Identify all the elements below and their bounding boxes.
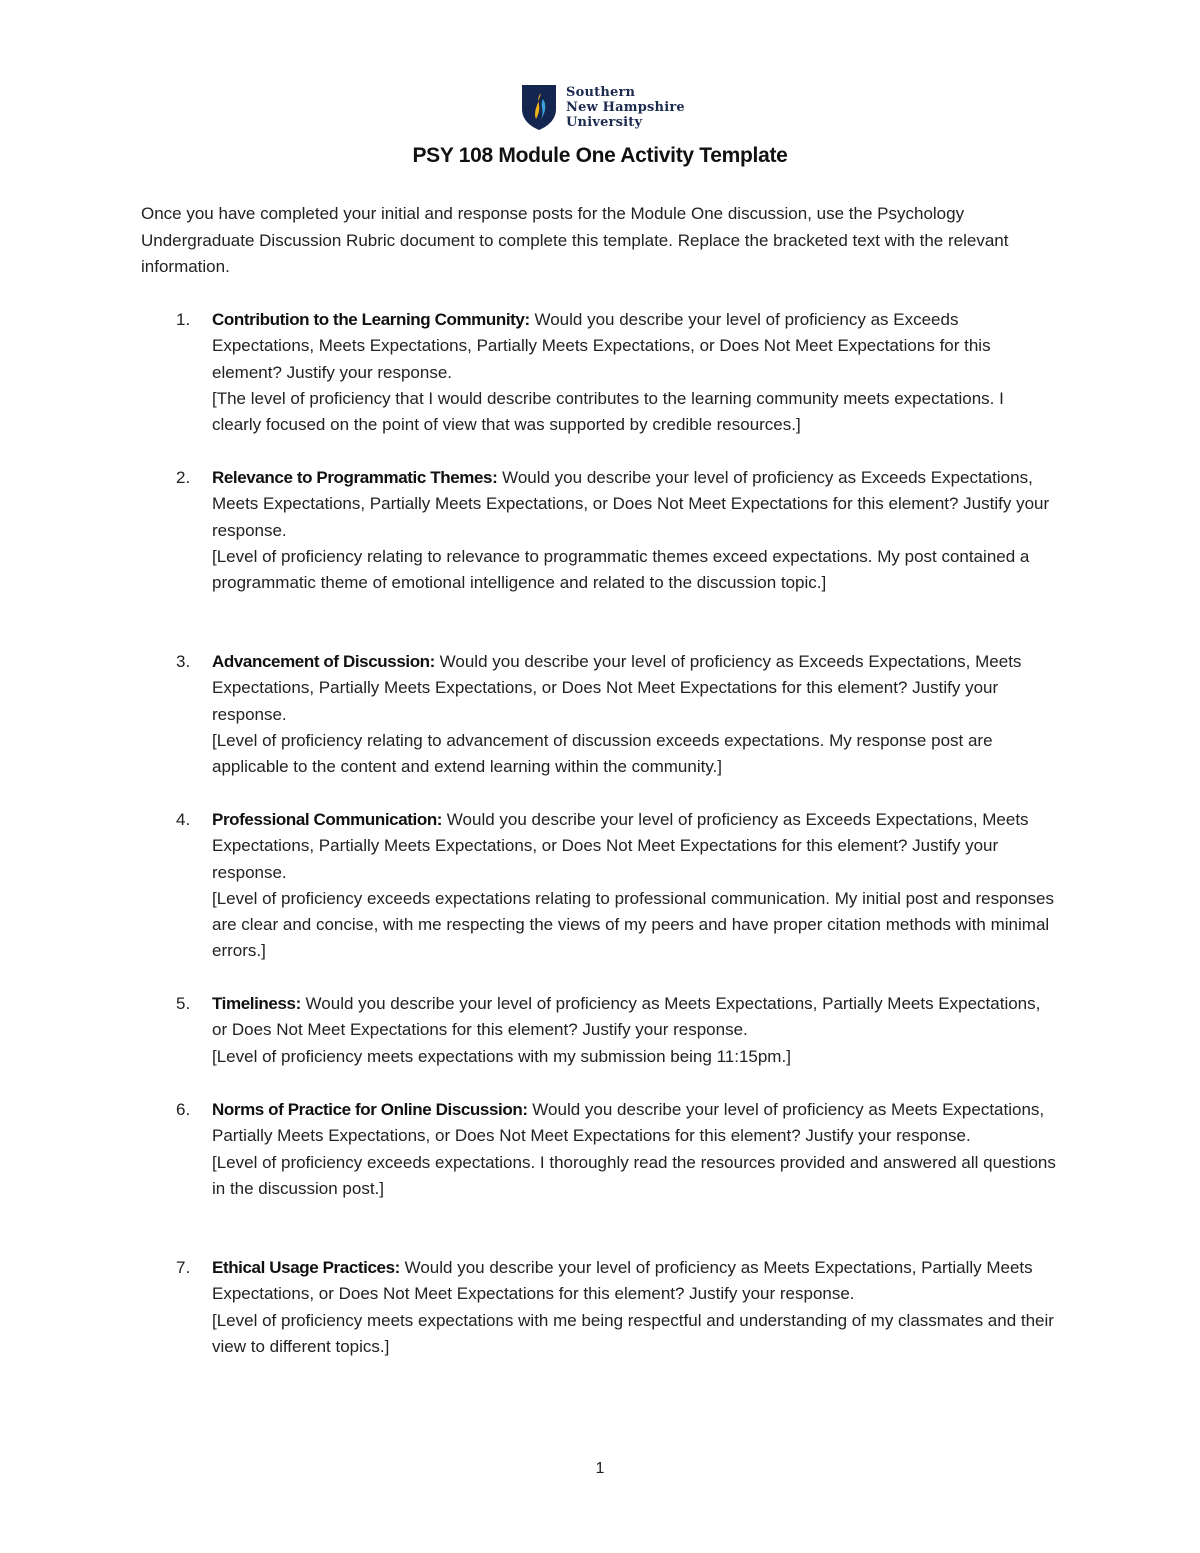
item-question: Would you describe your level of proficiency as Exceeds Expectations, Meets Expectations, Partially Meets Expectations, or Does Not Meet Expectations for this element? Justify your response.	[212, 310, 991, 382]
item-label: Advancement of Discussion:	[212, 652, 435, 671]
item-label: Professional Communication:	[212, 810, 443, 829]
university-name	[566, 85, 685, 130]
item-question: Would you describe your level of proficiency as Meets Expectations, Partially Meets Expectations, or Does Not Meet Expectations for this element? Justify your response.	[212, 994, 1041, 1040]
list-item-relevance	[176, 465, 1056, 596]
item-question: Would you describe your level of proficiency as Meets Expectations, Partially Meets Expectations, or Does Not Meet Expectations for this element? Justify your response.	[212, 1100, 1045, 1146]
item-label: Contribution to the Learning Community:	[212, 310, 530, 329]
list-item-contribution	[176, 307, 1056, 438]
item-question: Would you describe your level of proficiency as Exceeds Expectations, Meets Expectations, Partially Meets Expectations, or Does Not Meet Expectations for this element? Justify your response.	[212, 468, 1050, 540]
item-answer: [Level of proficiency exceeds expectations relating to professional communication. My initial post and responses are clear and concise, with me respecting the views of my peers and have proper citation methods with minimal errors.]	[212, 888, 1054, 961]
item-label: Relevance to Programmatic Themes:	[212, 468, 498, 487]
list-item-professional-communication	[176, 807, 1056, 965]
page-title: PSY 108 Module One Activity Template	[412, 144, 788, 167]
item-answer: [Level of proficiency relating to relevance to programmatic themes exceed expectations. My post contained a programmatic theme of emotional intelligence and related to the discussion topic.]	[212, 546, 1030, 593]
page-number: 1	[595, 1460, 605, 1477]
item-number: 5.	[176, 994, 191, 1013]
item-question: Would you describe your level of proficiency as Exceeds Expectations, Meets Expectations, Partially Meets Expectations, or Does Not Meet Expectations for this element? Justify your response.	[212, 810, 1029, 882]
item-number: 1.	[176, 310, 191, 329]
item-question: Would you describe your level of proficiency as Meets Expectations, Partially Meets Expectations, or Does Not Meet Expectations for this element? Justify your response.	[212, 1258, 1033, 1304]
university-shield-icon	[520, 83, 558, 131]
list-item-ethical-usage	[176, 1255, 1056, 1360]
logo-line-1: Southern	[566, 84, 636, 100]
item-label: Norms of Practice for Online Discussion:	[212, 1100, 528, 1119]
university-logo	[520, 83, 685, 131]
intro-paragraph: Once you have completed your initial and response posts for the Module One discussion, use the Psychology Undergraduate Discussion Rubric document to complete this template. Replace the bracketed text with the relevant information.	[141, 204, 1009, 276]
item-number: 6.	[176, 1100, 191, 1119]
list-item-norms-of-practice	[176, 1097, 1056, 1202]
item-answer: [Level of proficiency meets expectations with my submission being 11:15pm.]	[212, 1046, 791, 1066]
item-number: 7.	[176, 1258, 191, 1277]
item-number: 3.	[176, 652, 191, 671]
item-question: Would you describe your level of proficiency as Exceeds Expectations, Meets Expectations, Partially Meets Expectations, or Does Not Meet Expectations for this element? Justify your response.	[212, 652, 1022, 724]
item-number: 4.	[176, 810, 191, 829]
item-answer: [Level of proficiency meets expectations with me being respectful and understanding of my classmates and their view to different topics.]	[212, 1310, 1054, 1356]
item-number: 2.	[176, 468, 191, 487]
logo-line-3: University	[566, 114, 643, 130]
list-item-advancement	[176, 649, 1056, 780]
item-label: Timeliness:	[212, 994, 301, 1013]
item-answer: [Level of proficiency exceeds expectations. I thoroughly read the resources provided and answered all questions in the discussion post.]	[212, 1152, 1056, 1198]
item-answer: [Level of proficiency relating to advancement of discussion exceeds expectations. My response post are applicable to the content and extend learning within the community.]	[212, 730, 993, 777]
item-answer: [The level of proficiency that I would describe contributes to the learning community meets expectations. I clearly focused on the point of view that was supported by credible resources.]	[212, 388, 1004, 435]
logo-line-2: New Hampshire	[566, 99, 685, 115]
list-item-timeliness	[176, 991, 1056, 1070]
item-label: Ethical Usage Practices:	[212, 1258, 400, 1277]
